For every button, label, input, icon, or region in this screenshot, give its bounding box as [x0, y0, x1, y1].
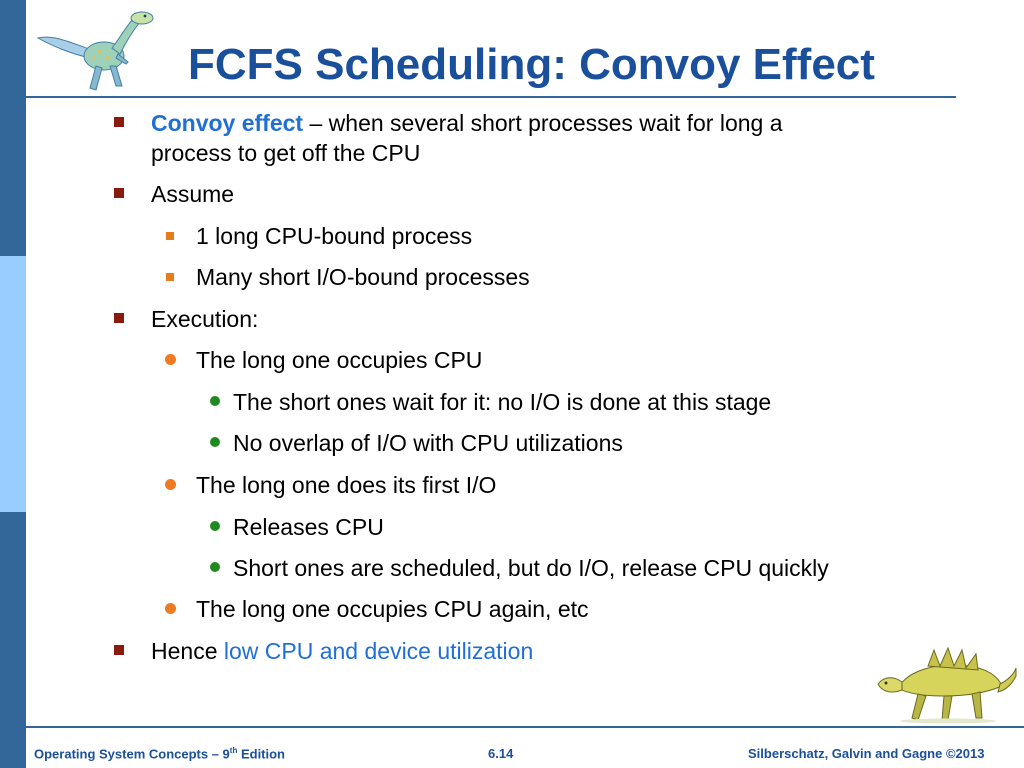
- bullet-item: Assume: [151, 181, 235, 207]
- orange-dot-bullet-icon: [165, 479, 176, 490]
- bullet-item: Many short I/O-bound processes: [196, 264, 530, 290]
- bullet-item: 1 long CPU-bound process: [196, 223, 473, 249]
- dinosaur-footer-icon: [868, 640, 1018, 724]
- bullet-item: Execution:: [151, 306, 259, 332]
- green-dot-bullet-icon: [210, 396, 220, 406]
- footer-book-prefix: Operating System Concepts – 9: [34, 746, 230, 762]
- bullet-item: Short ones are scheduled, but do I/O, release CPU quickly: [233, 555, 829, 581]
- square-sub-bullet-icon: [166, 232, 174, 240]
- slide-title: FCFS Scheduling: Convoy Effect: [188, 40, 875, 89]
- green-dot-bullet-icon: [210, 562, 220, 572]
- square-bullet-icon: [114, 313, 124, 323]
- footer-divider: [26, 726, 1024, 728]
- square-bullet-icon: [114, 645, 124, 655]
- bullet-item: The long one occupies CPU: [196, 347, 483, 373]
- bullet-highlight: low CPU and device utilization: [223, 638, 534, 664]
- bullet-emphasis: Convoy effect: [151, 110, 304, 136]
- green-dot-bullet-icon: [210, 437, 220, 447]
- footer-copyright: Silberschatz, Galvin and Gagne ©2013: [748, 746, 985, 761]
- bullet-text: – when several short processes wait for long a: [303, 110, 783, 136]
- bullet-item-continuation: process to get off the CPU: [151, 140, 421, 166]
- footer-book-title: [34, 746, 285, 761]
- square-bullet-icon: [114, 188, 124, 198]
- bullet-item: The short ones wait for it: no I/O is done at this stage: [233, 389, 772, 415]
- square-sub-bullet-icon: [166, 273, 174, 281]
- bullet-item: [151, 108, 783, 138]
- bullet-item: [151, 636, 533, 666]
- footer-page-number: 6.14: [488, 746, 514, 761]
- orange-dot-bullet-icon: [165, 354, 176, 365]
- square-bullet-icon: [114, 117, 124, 127]
- footer-book-superscript: th: [229, 746, 238, 755]
- bullet-item: The long one occupies CPU again, etc: [196, 596, 589, 622]
- bullet-item: The long one does its first I/O: [196, 472, 497, 498]
- orange-dot-bullet-icon: [165, 603, 176, 614]
- footer-book-suffix: Edition: [237, 746, 286, 762]
- bullet-item: No overlap of I/O with CPU utilizations: [233, 430, 623, 456]
- bullet-text: Hence: [151, 638, 224, 664]
- green-dot-bullet-icon: [210, 521, 220, 531]
- bullet-item: Releases CPU: [233, 514, 384, 540]
